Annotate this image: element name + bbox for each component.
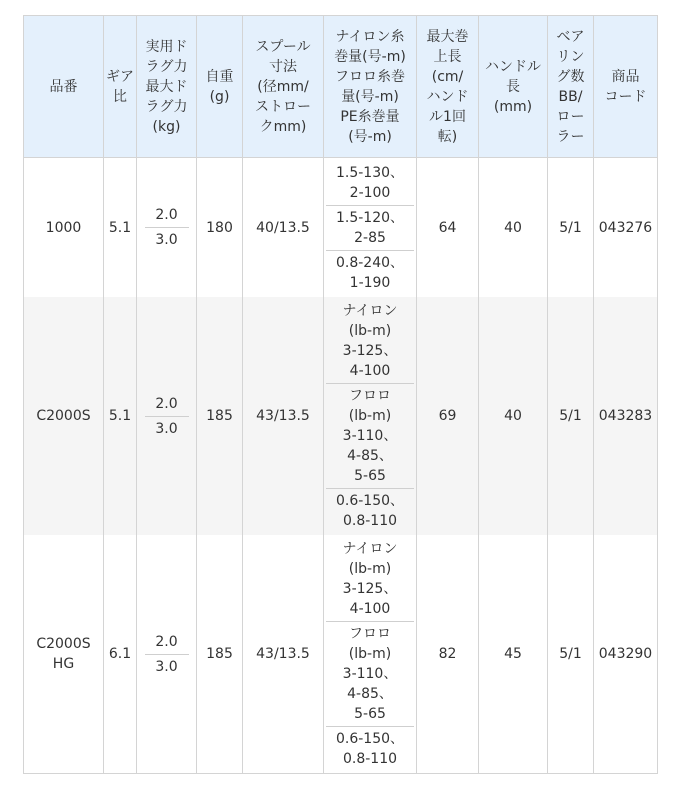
capacity-pe: 0.8-240、 1-190 — [326, 250, 414, 295]
cell-drag-practical: 2.0 — [155, 633, 178, 650]
cell-drag-practical: 2.0 — [155, 207, 178, 223]
cell-handle-length: 45 — [479, 535, 548, 774]
cell-weight: 185 — [197, 297, 243, 535]
spec-table — [23, 15, 658, 774]
header-model: 品番 — [24, 16, 104, 158]
cell-gear-ratio: 5.1 — [104, 297, 137, 535]
cell-drag-max: 3.0 — [145, 416, 189, 441]
header-product-code: 商品 コード — [594, 16, 658, 158]
table-row — [24, 297, 658, 535]
header-gear-ratio: ギア 比 — [104, 16, 137, 158]
capacity-pe: 0.6-150、 0.8-110 — [326, 726, 414, 771]
cell-line-capacity — [324, 297, 417, 535]
cell-drag — [137, 158, 197, 298]
cell-weight: 180 — [197, 158, 243, 298]
cell-line-capacity — [324, 535, 417, 774]
capacity-fluoro: フロロ (lb-m) 3-110、 4-85、 5-65 — [326, 383, 414, 488]
cell-line-capacity — [324, 158, 417, 298]
capacity-nylon: ナイロン (lb-m) 3-125、 4-100 — [342, 541, 398, 617]
header-handle-length: ハンドル 長 (mm) — [479, 16, 548, 158]
cell-drag-practical: 2.0 — [155, 395, 178, 412]
cell-retrieve: 82 — [417, 535, 479, 774]
cell-product-code: 043283 — [594, 297, 658, 535]
cell-drag-max: 3.0 — [145, 227, 189, 252]
table-row — [24, 535, 658, 774]
header-retrieve: 最大巻 上長 (cm/ ハンド ル1回 転) — [417, 16, 479, 158]
cell-product-code: 043276 — [594, 158, 658, 298]
capacity-nylon: ナイロン (lb-m) 3-125、 4-100 — [342, 303, 398, 379]
capacity-fluoro: フロロ (lb-m) 3-110、 4-85、 5-65 — [326, 621, 414, 726]
cell-spool: 43/13.5 — [243, 297, 324, 535]
header-bearings: ベア リン グ数 BB/ ロー ラー — [548, 16, 594, 158]
cell-handle-length: 40 — [479, 297, 548, 535]
cell-gear-ratio: 6.1 — [104, 535, 137, 774]
cell-bearings: 5/1 — [548, 158, 594, 298]
cell-drag — [137, 535, 197, 774]
cell-bearings: 5/1 — [548, 297, 594, 535]
cell-retrieve: 64 — [417, 158, 479, 298]
cell-spool: 43/13.5 — [243, 535, 324, 774]
capacity-nylon: 1.5-130、 2-100 — [335, 164, 405, 201]
cell-weight: 185 — [197, 535, 243, 774]
cell-model: C2000S — [24, 297, 104, 535]
cell-drag — [137, 297, 197, 535]
cell-bearings: 5/1 — [548, 535, 594, 774]
header-weight: 自重 (g) — [197, 16, 243, 158]
cell-model: 1000 — [24, 158, 104, 298]
capacity-fluoro: 1.5-120、 2-85 — [326, 205, 414, 250]
header-row — [24, 16, 658, 158]
cell-model: C2000S HG — [24, 535, 104, 774]
header-spool: スプール 寸法 (径mm/ ストロー クmm) — [243, 16, 324, 158]
header-drag: 実用ド ラグ力 最大ド ラグ力 (kg) — [137, 16, 197, 158]
cell-handle-length: 40 — [479, 158, 548, 298]
cell-product-code: 043290 — [594, 535, 658, 774]
header-line-capacity: ナイロン糸 巻量(号-m) フロロ糸巻 量(号-m) PE糸巻量 (号-m) — [324, 16, 417, 158]
cell-retrieve: 69 — [417, 297, 479, 535]
cell-gear-ratio: 5.1 — [104, 158, 137, 298]
cell-drag-max: 3.0 — [145, 654, 189, 679]
table-row — [24, 158, 658, 298]
capacity-pe: 0.6-150、 0.8-110 — [326, 488, 414, 533]
cell-spool: 40/13.5 — [243, 158, 324, 298]
